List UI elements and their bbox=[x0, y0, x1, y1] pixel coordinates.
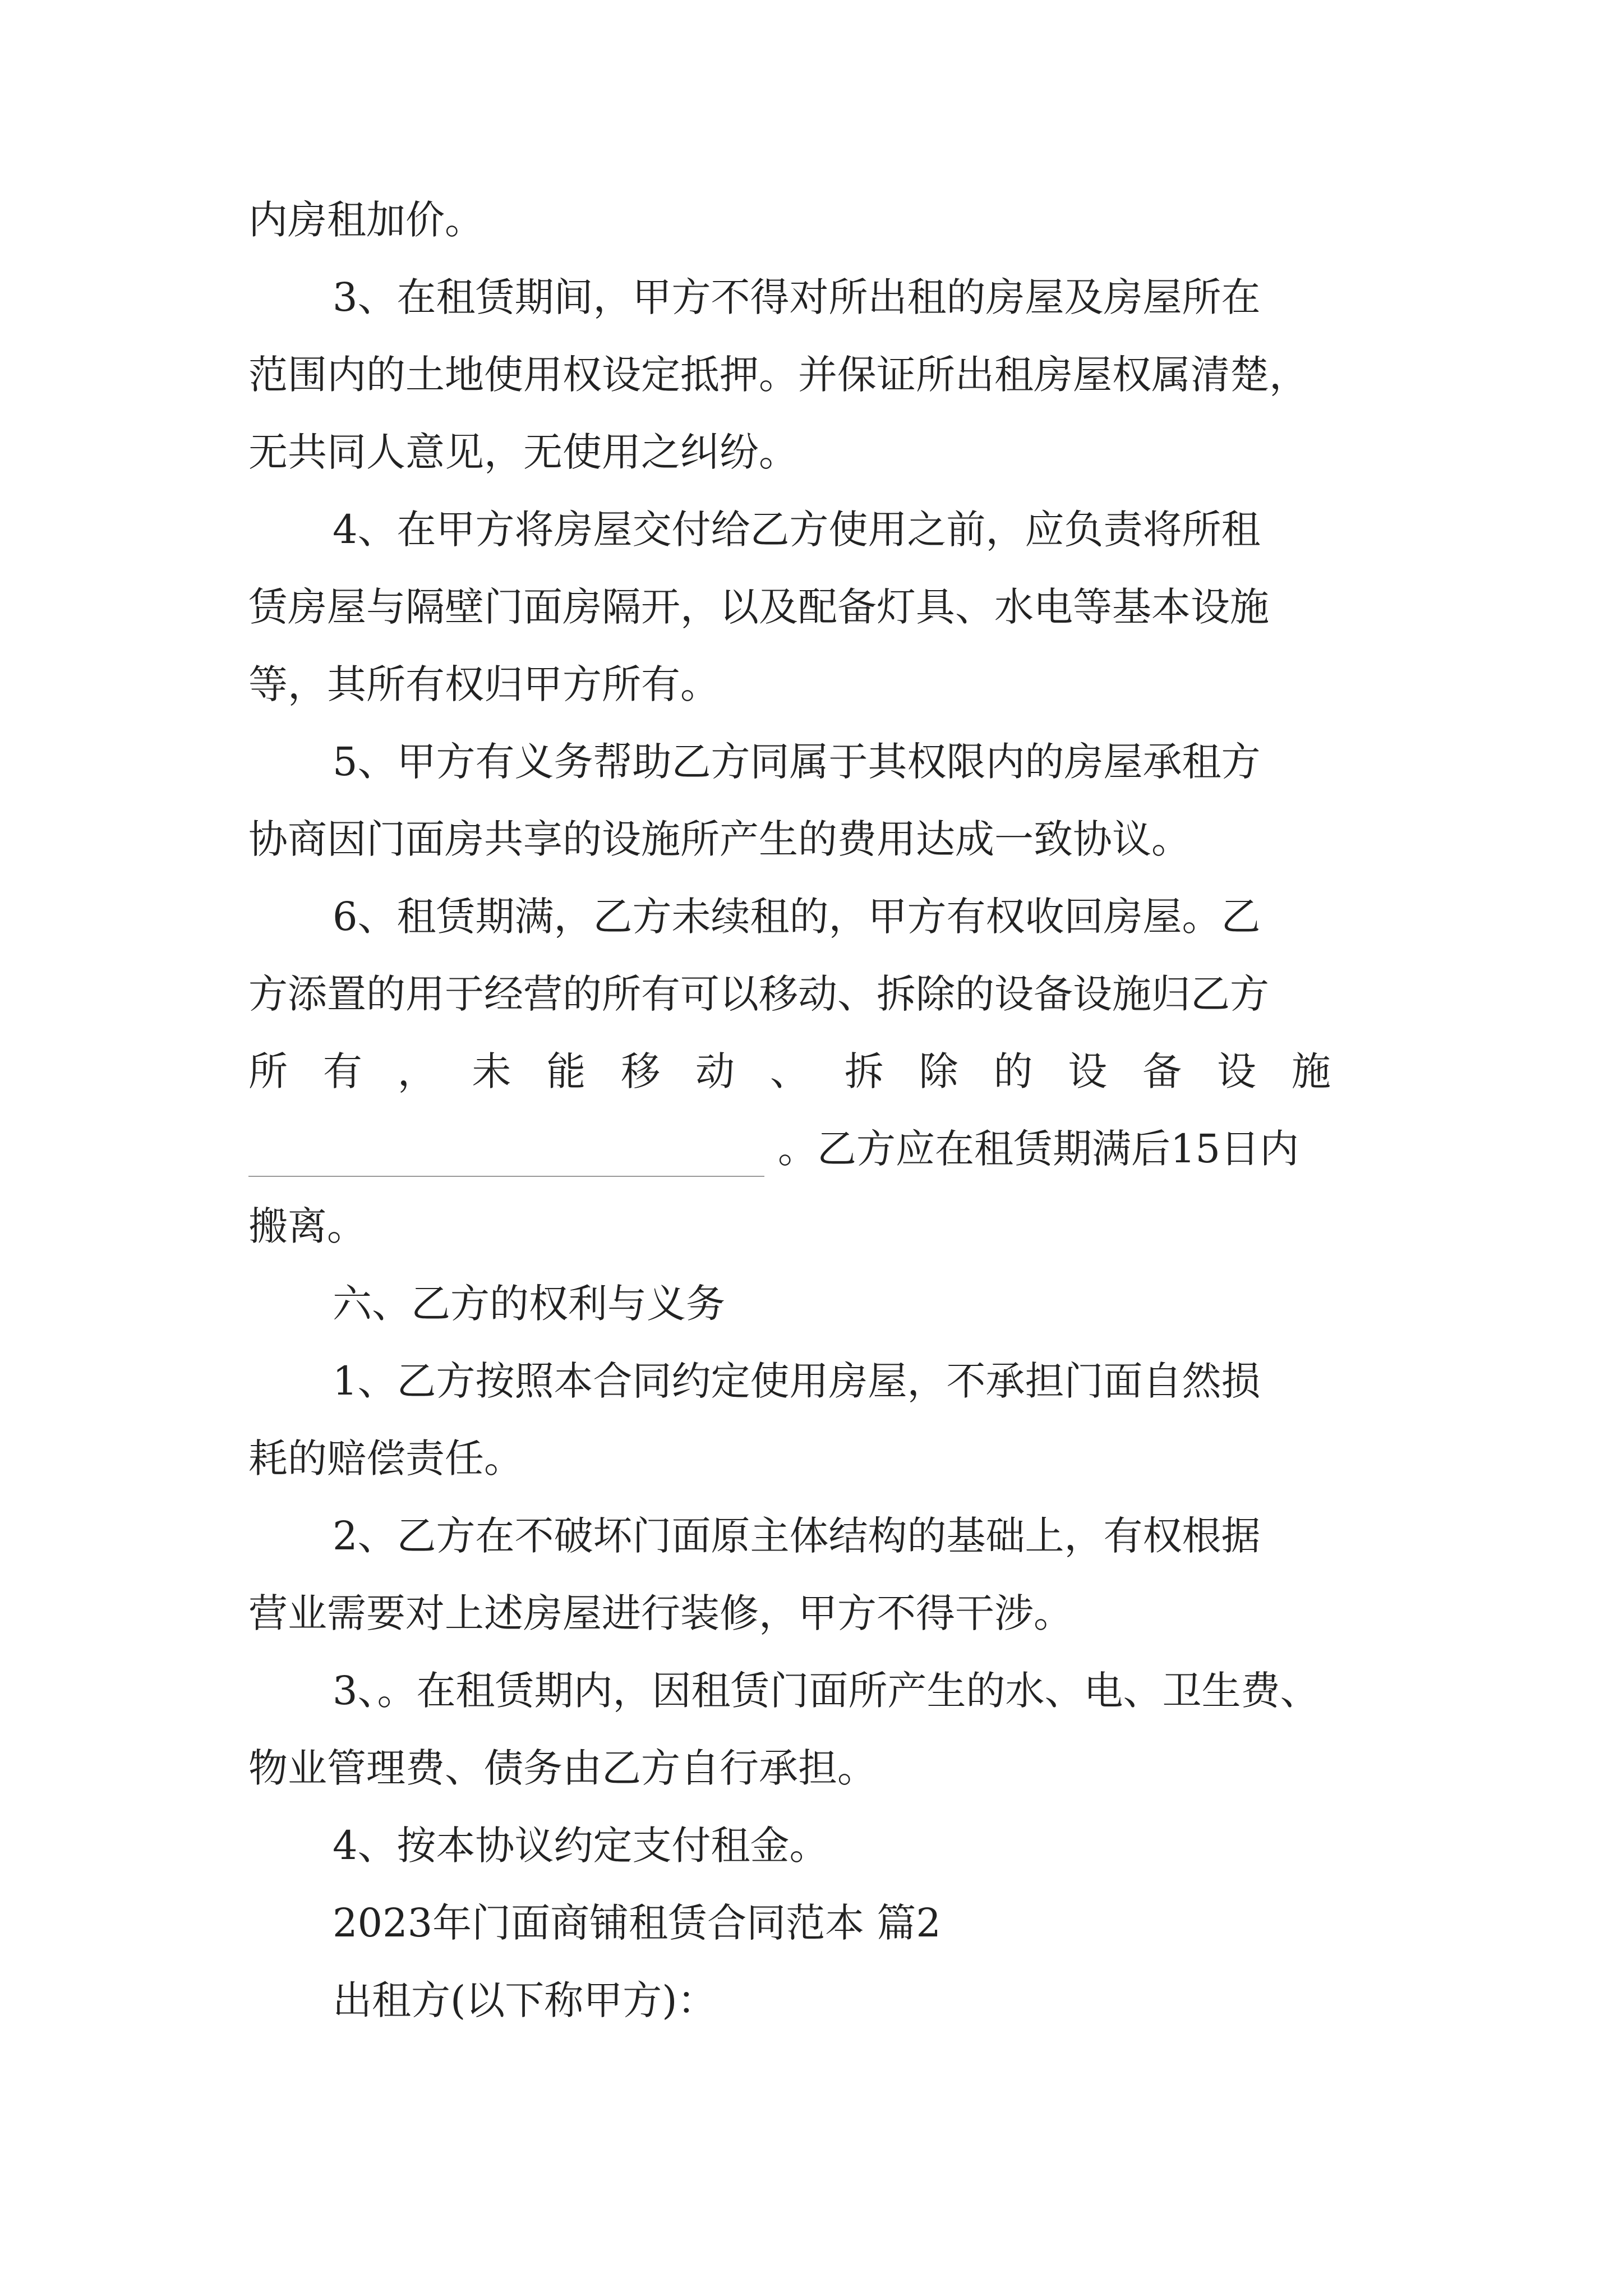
fill-in-blank bbox=[248, 1141, 764, 1177]
paragraph-line: 4、在甲方将房屋交付给乙方使用之前，应负责将所租 bbox=[333, 507, 1261, 553]
char: 所 bbox=[248, 1048, 288, 1094]
char: 能 bbox=[546, 1048, 586, 1094]
paragraph-line: 3、。在租赁期内，因租赁门面所产生的水、电、卫生费、 bbox=[333, 1668, 1320, 1714]
char: 动 bbox=[695, 1048, 735, 1094]
paragraph-line: 耗的赔偿责任。 bbox=[248, 1435, 523, 1481]
paragraph-line: 5、甲方有义务帮助乙方同属于其权限内的房屋承租方 bbox=[333, 739, 1261, 785]
char: 备 bbox=[1142, 1048, 1182, 1094]
section-title: 2023年门面商铺租赁合同范本 篇2 bbox=[333, 1900, 941, 1946]
char: ， bbox=[397, 1048, 437, 1094]
char: 未 bbox=[472, 1048, 511, 1094]
char: 除 bbox=[919, 1048, 958, 1094]
char: 设 bbox=[1216, 1048, 1256, 1094]
paragraph-line: 无共同人意见，无使用之纠纷。 bbox=[248, 429, 798, 475]
char: 有 bbox=[322, 1048, 362, 1094]
paragraph-line: 内房租加价。 bbox=[248, 197, 484, 243]
section-heading: 六、乙方的权利与义务 bbox=[333, 1281, 725, 1327]
paragraph-line: 营业需要对上述房屋进行装修，甲方不得干涉。 bbox=[248, 1590, 1073, 1636]
paragraph-line: 1、乙方按照本合同约定使用房屋，不承担门面自然损 bbox=[333, 1358, 1261, 1404]
paragraph-line: 搬离。 bbox=[248, 1203, 366, 1249]
char: 拆 bbox=[844, 1048, 884, 1094]
char: 设 bbox=[1068, 1048, 1108, 1094]
line-text: 。乙方应在租赁期满后15日内 bbox=[778, 1126, 1299, 1172]
paragraph-line: 4、按本协议约定支付租金。 bbox=[333, 1823, 829, 1869]
paragraph-line: 赁房屋与隔壁门面房隔开，以及配备灯具、水电等基本设施 bbox=[248, 584, 1269, 630]
paragraph-line: 出租方(以下称甲方)： bbox=[333, 1977, 717, 2023]
paragraph-line: 等，其所有权归甲方所有。 bbox=[248, 661, 720, 707]
char: 施 bbox=[1291, 1048, 1331, 1094]
paragraph-line: 3、在租赁期间，甲方不得对所出租的房屋及房屋所在 bbox=[333, 274, 1261, 320]
paragraph-line bbox=[248, 1121, 1299, 1177]
paragraph-line: 协商因门面房共享的设施所产生的费用达成一致协议。 bbox=[248, 816, 1191, 862]
justified-line bbox=[248, 1043, 1331, 1099]
char: 移 bbox=[621, 1048, 661, 1094]
char: 、 bbox=[769, 1048, 809, 1094]
paragraph-line: 6、租赁期满，乙方未续租的，甲方有权收回房屋。乙 bbox=[333, 894, 1261, 940]
paragraph-line: 物业管理费、债务由乙方自行承担。 bbox=[248, 1745, 877, 1791]
paragraph-line: 方添置的用于经营的所有可以移动、拆除的设备设施归乙方 bbox=[248, 971, 1269, 1017]
paragraph-line: 范围内的土地使用权设定抵押。并保证所出租房屋权属清楚， bbox=[248, 352, 1308, 398]
char: 的 bbox=[993, 1048, 1033, 1094]
paragraph-line: 2、乙方在不破坏门面原主体结构的基础上，有权根据 bbox=[333, 1513, 1261, 1559]
